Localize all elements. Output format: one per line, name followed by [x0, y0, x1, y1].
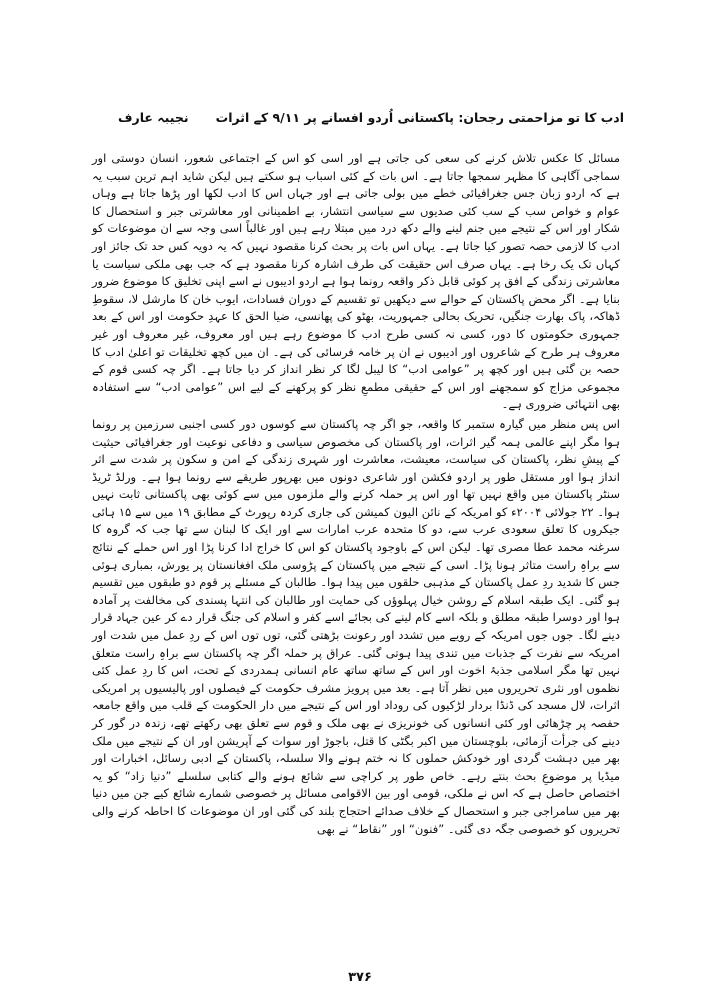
paragraph: مسائل کا عکس تلاش کرنے کی سعی کی جاتی ہے اور اسی کو اس کے اجتماعی شعور، انسان دوستی اور سماجی آگاہی کا مظہر سمجھا جاتا ہے۔ اس بات کے کئی اسباب ہو سکتے ہیں لیکن شاید اہم ترین سبب یہ ہے کہ اردو زبان جس جغرافیائی خطے میں بولی جاتی ہے اور جہاں اس کا ادب لکھا اور پڑھا جاتا ہے وہاں عوام و خواص سب کے سب کئی صدیوں سے سیاسی انتشار، بے اطمینانی اور معاشرتی جبر و استحصال کا شکار اور اس کے نتیجے میں جنم لینے والے دکھ درد میں مبتلا رہے ہیں اور غالباً اسی وجہ سے ان موضوعات کو ادب کا لازمی حصہ تصور کیا جاتا ہے۔ یہاں اس بات پر بحث کرنا مقصود نہیں کہ یہ دویہ کس حد تک جائز اور کہاں تک یک رخا ہے۔ یہاں صرف اس حقیقت کی طرف اشارہ کرنا مقصود ہے کہ جب بھی ملکی سیاست یا معاشرتی زندگی کے افق پر کوئی قابل ذکر واقعہ رونما ہوا ہے اردو ادیبوں نے اسے اپنی تخلیق کا موضوع ضرور بنایا ہے۔ اگر محض پاکستان کے حوالے سے دیکھیں تو تقسیم کے دوران فسادات، ایوب خان کا مارشل لا، سقوطِ ڈھاکہ، پاک بھارت جنگیں، تحریک بحالی جمہوریت، بھٹو کی پھانسی، ضیا الحق کا عہدِ حکومت اور اس کے بعد جمہوری حکومتوں کا دور، کسی نہ کسی طرح ادب کا موضوع رہے ہیں اور معروف، غیر معروف اور غیر معروف ہر طرح کے شاعروں اور ادیبوں نے ان پر خامہ فرسائی کی ہے۔ ان میں کچھ تخلیقات تو اعلیٰ ادب کا حصہ بن گئی ہیں اور کچھ پر ”عوامی ادب“ کا لیبل لگا کر نظر انداز کر دیا جاتا ہے۔ اگر چہ کسی قوم کے مجموعی مزاج کو سمجھنے اور اس کے حقیقی مطمعِ نظر کو پرکھنے کے لیے اس ”عوامی ادب“ سے استفادہ بھی انتہائی ضروری ہے۔ [92, 151, 620, 412]
paragraph: اس پس منظر میں گیارہ ستمبر کا واقعہ، جو اگر چہ پاکستان سے کوسوں دور کسی اجنبی سرزمین پر رونما ہوا مگر اپنے عالمی ہمہ گیر اثرات، اور پاکستان کی مخصوص سیاسی و دفاعی نوعیت اور جغرافیائی حیثیت کے پیشِ نظر، پاکستان کی سیاست، معیشت، معاشرت اور شہری زندگی کے امن و سکون پر شدت سے اثر انداز ہوا اور مستقل طور پر اردو فکشن اور شاعری دونوں میں بھرپور طریقے سے رونما ہوا ہے۔ ورلڈ ٹریڈ سنٹر پاکستان میں واقع نہیں تھا اور اس پر حملہ کرنے والے ملزموں میں سے کوئی بھی پاکستانی ثابت نہیں ہوا۔ ۲۲ جولائی ۲۰۰۴ء کو امریکہ کے نائن الیون کمیشن کی جاری کردہ رپورٹ کے مطابق ۱۹ میں سے ۱۵ ہائی جیکروں کا تعلق سعودی عرب سے، دو کا متحدہ عرب امارات سے اور ایک کا لبنان سے تھا جب کہ گروہ کا سرغنہ محمد عطا مصری تھا۔ لیکن اس کے باوجود پاکستان کو اس کا خراج ادا کرنا پڑا اور اس حملے کے نتائج سے براہِ راست متاثر ہونا پڑا۔ اسی کے نتیجے میں پاکستان کے پڑوسی ملک افغانستان پر یورش، بمباری ہوئی جس کا شدید ردِ عمل پاکستان کے مذہبی حلقوں میں پیدا ہوا۔ طالبان کے مسئلے پر قوم دو طبقوں میں تقسیم ہو گئی۔ ایک طبقہ اسلام کے روشن خیال پہلوؤں کی حمایت اور طالبان کی انتہا پسندی کی مخالفت پر آمادہ ہوا اور دوسرا طبقہ مطلق و بلکہ اسے کام لینے کی بجائے اسے کفر و اسلام کی جنگ قرار دے کر عین جہاد قرار دینے لگا۔ جوں جوں امریکہ کے رویے میں تشدد اور رعونت بڑھتی گئی، توں توں اس کے ردِ عمل میں شدت اور امریکہ سے نفرت کے جذبات میں تندی پیدا ہوتی گئی۔ عراق پر حملہ اگر چہ پاکستان سے براہِ راست متعلق نہیں تھا مگر اسلامی جذبۂ اخوت اور اس کے ساتھ ساتھ عام انسانی ہمدردی کے تحت، اس کا ردِ عمل کئی نظموں اور نثری تحریروں میں نظر آتا ہے۔ بعد میں پرویز مشرف حکومت کے فیصلوں اور پالیسیوں پر امریکی اثرات، لال مسجد کی ڈنڈا بردار لڑکیوں کی روداد اور اس کے نتیجے میں دار الحکومت کے قلب میں واقع جامعہ حفصہ پر چڑھائی اور کئی انسانوں کی خونریزی نے بھی ملک و قوم سے تعلق بھی رکھتے تھے، زندہ در گور کر دینے کی جرأت آزمائی، بلوچستان میں اکبر بگٹی کا قتل، باجوڑ اور سوات کے آپریشن اور ان کے نتیجے میں ملک بھر میں دہشت گردی اور خودکش حملوں کا نہ ختم ہونے والا سلسلہ، پاکستان کے ادبی رسائل، اخبارات اور میڈیا پر موضوعِ بحث بنتے رہے۔ خاص طور پر کراچی سے شائع ہونے والے کتابی سلسلے ”دنیا زاد“ کو یہ اختصاص حاصل ہے کہ اس نے ملکی، قومی اور بین الاقوامی مسائل پر خصوصی شمارے شائع کیے جن میں دنیا بھر میں سامراجی جبر و استحصال کے خلاف صدائے احتجاج بلند کی گئی اور ان موضوعات کا احاطہ کرنے والی تحریروں کو خصوصی جگہ دی گئی۔ ”فنون“ اور ”نقاط“ نے بھی [92, 416, 620, 836]
running-header [118, 110, 624, 132]
article-title: ادب کا تو مزاحمتی رجحان: پاکستانی اُردو افسانے پر ۹/۱۱ کے اثرات [215, 110, 624, 125]
article-body [92, 150, 620, 838]
author-name: نجیبہ عارف [118, 110, 189, 125]
page-number: ۳۷۶ [348, 970, 372, 985]
